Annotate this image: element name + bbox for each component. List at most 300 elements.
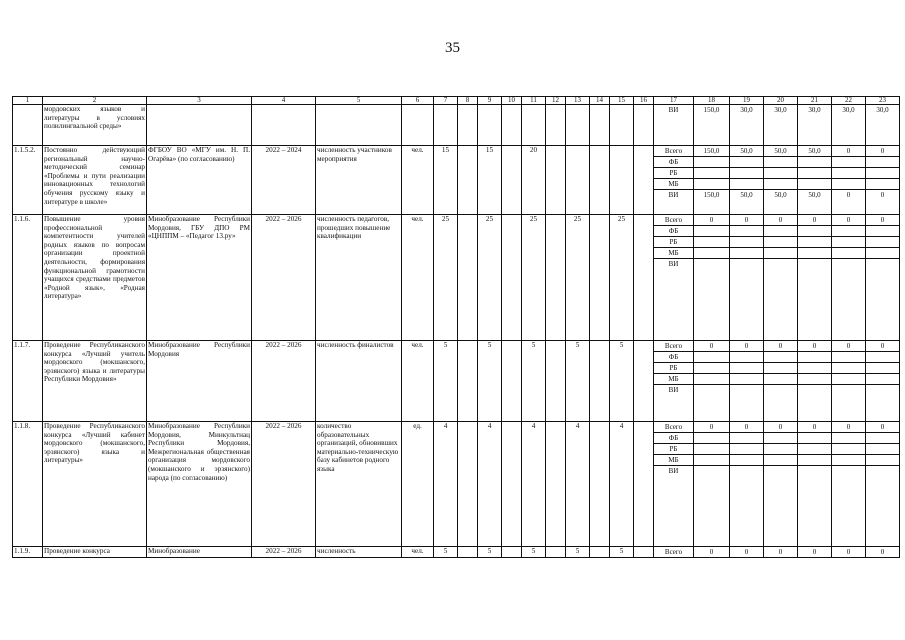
finance-value [866, 433, 899, 444]
row-name: Проведение конкурса [43, 547, 147, 558]
header-cell: 8 [458, 97, 478, 105]
target-value [634, 105, 654, 146]
target-value [610, 146, 634, 215]
row-period: 2022 – 2026 [252, 341, 316, 422]
finance-value [694, 226, 729, 237]
finance-values [730, 146, 764, 215]
row-indicator: численность финалистов [316, 341, 402, 422]
finance-value [832, 226, 865, 237]
target-value [546, 422, 566, 547]
row-id: 1.1.9. [13, 547, 43, 558]
row-unit: чел. [402, 547, 434, 558]
finance-value [764, 248, 797, 259]
finance-value [730, 455, 763, 466]
finance-values [694, 422, 730, 547]
table-row [13, 105, 900, 146]
target-value [566, 146, 590, 215]
header-cell: 4 [252, 97, 316, 105]
finance-value [764, 157, 797, 168]
finance-values [832, 105, 866, 146]
row-id: 1.1.8. [13, 422, 43, 547]
page-number: 35 [445, 40, 460, 56]
finance-value: 150,0 [703, 191, 720, 199]
row-executor: Минобразование Республики Мордовия [147, 341, 252, 422]
row-executor: Минобразование Республики Мордовия, Минкультнац Республики Мордовия, Межрегиональная общественная организация мордовского (мокшанского и эрзянского) народа (по согласованию) [147, 422, 252, 547]
finance-value [694, 179, 729, 190]
finance-value [832, 374, 865, 385]
finance-value [730, 259, 763, 269]
finance-value [764, 259, 797, 269]
finance-value [730, 237, 763, 248]
header-cell: 10 [502, 97, 522, 105]
target-value [610, 105, 634, 146]
finance-value: 0 [832, 341, 865, 352]
finance-value [798, 237, 831, 248]
finance-value [798, 466, 831, 476]
finance-values [730, 341, 764, 422]
target-value: 25 [566, 215, 590, 341]
finance-value [764, 444, 797, 455]
finance-values [730, 215, 764, 341]
finance-value [866, 168, 899, 179]
finance-value: 0 [764, 422, 797, 433]
target-value [478, 105, 502, 146]
target-value [590, 422, 610, 547]
header-cell: 12 [546, 97, 566, 105]
header-cell: 3 [147, 97, 252, 105]
finance-value [866, 455, 899, 466]
finance-value: 0 [846, 191, 851, 199]
finance-source-label: ФБ [654, 433, 693, 444]
row-name: Проведение Республиканского конкурса «Лучший кабинет мордовского (мокшанского, эрзянского) языка и литературы» [43, 422, 147, 547]
finance-value [832, 433, 865, 444]
header-cell: 9 [478, 97, 502, 105]
finance-value [730, 466, 763, 476]
finance-source-label: ВИ [668, 467, 679, 475]
finance-value [694, 259, 729, 269]
finance-values [730, 105, 764, 146]
finance-value [798, 157, 831, 168]
finance-value: 30,0 [842, 106, 855, 114]
finance-values [764, 341, 798, 422]
finance-source-label: РБ [654, 363, 693, 374]
finance-value: 0 [866, 215, 899, 226]
finance-value: 0 [798, 215, 831, 226]
finance-value: 0 [778, 548, 783, 556]
finance-value [694, 374, 729, 385]
finance-values [798, 146, 832, 215]
finance-sources [654, 547, 694, 558]
table-row [13, 341, 900, 422]
target-value [458, 215, 478, 341]
row-unit: чел. [402, 146, 434, 215]
target-value: 5 [478, 547, 502, 558]
header-cell: 19 [730, 97, 764, 105]
row-period: 2022 – 2026 [252, 422, 316, 547]
finance-value [764, 352, 797, 363]
header-cell: 18 [694, 97, 730, 105]
finance-source-label: ФБ [654, 157, 693, 168]
target-value: 25 [610, 215, 634, 341]
finance-source-label: ВИ [668, 260, 679, 268]
header-cell: 21 [798, 97, 832, 105]
finance-value [798, 363, 831, 374]
header-cell: 22 [832, 97, 866, 105]
finance-source-label: МБ [654, 455, 693, 466]
finance-values [832, 341, 866, 422]
finance-values [866, 422, 900, 547]
finance-values [832, 422, 866, 547]
finance-values [764, 146, 798, 215]
finance-sources [654, 215, 694, 341]
target-value: 4 [434, 422, 458, 547]
finance-value [832, 248, 865, 259]
target-value [634, 547, 654, 558]
finance-value [866, 363, 899, 374]
target-value [502, 215, 522, 341]
row-indicator: численность участников мероприятия [316, 146, 402, 215]
row-name: мордовских языков и литературы в условиях полилингвальной среды» [43, 105, 147, 146]
finance-value [866, 259, 899, 269]
finance-value: 0 [832, 422, 865, 433]
target-value [590, 105, 610, 146]
target-value [590, 547, 610, 558]
target-value [546, 215, 566, 341]
finance-value [764, 455, 797, 466]
finance-value [866, 179, 899, 190]
target-value [502, 146, 522, 215]
finance-value [694, 385, 729, 395]
target-value: 5 [522, 341, 546, 422]
row-executor: Минобразование Республики Мордовия, ГБУ ДПО РМ «ЦНППМ – «Педагог 13.ру» [147, 215, 252, 341]
finance-values [866, 547, 900, 558]
finance-value: 0 [730, 422, 763, 433]
row-id: 1.1.5.2. [13, 146, 43, 215]
target-value [458, 105, 478, 146]
finance-value [730, 352, 763, 363]
target-value [458, 146, 478, 215]
target-value: 4 [566, 422, 590, 547]
finance-value: 0 [866, 422, 899, 433]
finance-values [764, 105, 798, 146]
row-indicator: численность [316, 547, 402, 558]
finance-values [730, 422, 764, 547]
finance-source-label: РБ [654, 168, 693, 179]
finance-value [832, 385, 865, 395]
target-value [546, 105, 566, 146]
target-value [546, 341, 566, 422]
finance-value [866, 444, 899, 455]
finance-values [764, 215, 798, 341]
finance-value [694, 455, 729, 466]
finance-value [832, 455, 865, 466]
finance-source-label: МБ [654, 374, 693, 385]
target-value: 4 [610, 422, 634, 547]
finance-value: 50,0 [808, 191, 821, 199]
finance-value [832, 179, 865, 190]
finance-value: 0 [798, 341, 831, 352]
target-value [502, 547, 522, 558]
finance-value: 0 [694, 341, 729, 352]
finance-values [832, 146, 866, 215]
row-indicator: количество образовательных организаций, обновивших материально-техническую базу кабинетов родного языка [316, 422, 402, 547]
finance-value: 0 [832, 215, 865, 226]
row-name: Повышение уровня профессиональной компетентности учителей родных языков по вопросам организации проектной деятельности, формирования функциональной грамотности учащихся средствами предметов «Родной язык», «Родная литература» [43, 215, 147, 341]
finance-value [764, 237, 797, 248]
finance-value [694, 466, 729, 476]
finance-values [694, 146, 730, 215]
finance-values [694, 547, 730, 558]
target-value: 20 [522, 146, 546, 215]
finance-value [730, 444, 763, 455]
finance-value [798, 455, 831, 466]
target-value: 5 [434, 341, 458, 422]
header-cell: 20 [764, 97, 798, 105]
finance-value [866, 385, 899, 395]
target-value [590, 215, 610, 341]
target-value [458, 422, 478, 547]
table-row [13, 422, 900, 547]
finance-values [798, 341, 832, 422]
finance-value [730, 248, 763, 259]
finance-values [832, 547, 866, 558]
target-value [546, 547, 566, 558]
row-period: 2022 – 2024 [252, 146, 316, 215]
finance-source-label: МБ [654, 248, 693, 259]
finance-value [832, 352, 865, 363]
finance-value [764, 179, 797, 190]
finance-value: 150,0 [694, 146, 729, 157]
target-value: 5 [522, 547, 546, 558]
finance-values [798, 422, 832, 547]
finance-sources [654, 422, 694, 547]
target-value [634, 341, 654, 422]
finance-value [798, 226, 831, 237]
finance-value: 0 [730, 215, 763, 226]
finance-value: 0 [694, 422, 729, 433]
finance-source-label: ВИ [668, 386, 679, 394]
header-cell: 23 [866, 97, 900, 105]
finance-values [694, 215, 730, 341]
finance-value [866, 157, 899, 168]
finance-value [798, 374, 831, 385]
finance-source-label: ФБ [654, 352, 693, 363]
finance-value: 0 [880, 548, 885, 556]
finance-values [798, 105, 832, 146]
finance-value [866, 352, 899, 363]
finance-value: 0 [744, 548, 749, 556]
finance-value: 0 [764, 341, 797, 352]
row-period: 2022 – 2026 [252, 547, 316, 558]
target-value [634, 146, 654, 215]
finance-values [694, 105, 730, 146]
finance-value [832, 157, 865, 168]
target-value: 5 [610, 341, 634, 422]
finance-value [764, 385, 797, 395]
finance-value [730, 157, 763, 168]
finance-value [764, 466, 797, 476]
finance-value [764, 374, 797, 385]
header-row [13, 97, 900, 105]
finance-value [832, 444, 865, 455]
finance-source-label: ВИ [668, 191, 679, 199]
finance-sources [654, 341, 694, 422]
finance-value [798, 385, 831, 395]
finance-value [694, 363, 729, 374]
finance-source-label: Всего [654, 215, 693, 226]
row-unit [402, 105, 434, 146]
header-cell: 5 [316, 97, 402, 105]
header-cell: 17 [654, 97, 694, 105]
finance-values [694, 341, 730, 422]
finance-value: 50,0 [764, 146, 797, 157]
target-value: 4 [522, 422, 546, 547]
target-value: 25 [522, 215, 546, 341]
target-value [634, 422, 654, 547]
finance-value [730, 168, 763, 179]
finance-value: 0 [866, 341, 899, 352]
table-row [13, 146, 900, 215]
target-value [634, 215, 654, 341]
target-value: 5 [478, 341, 502, 422]
finance-value: 0 [730, 341, 763, 352]
row-name: Постоянно действующий региональный научно-методический семинар «Проблемы и пути реализации инновационных технологий обучения русскому языку и литературе в школе» [43, 146, 147, 215]
finance-value: 0 [880, 191, 885, 199]
finance-value [798, 248, 831, 259]
finance-source-label: РБ [654, 237, 693, 248]
finance-value [798, 179, 831, 190]
target-value [502, 105, 522, 146]
finance-values [832, 215, 866, 341]
finance-value [798, 433, 831, 444]
finance-value: 50,0 [798, 146, 831, 157]
finance-value [694, 352, 729, 363]
row-unit: чел. [402, 215, 434, 341]
header-cell: 16 [634, 97, 654, 105]
row-unit: ед. [402, 422, 434, 547]
finance-values [798, 215, 832, 341]
finance-value: 0 [812, 548, 817, 556]
finance-value: 30,0 [808, 106, 821, 114]
finance-value [866, 248, 899, 259]
finance-value [798, 352, 831, 363]
finance-value: 0 [866, 146, 899, 157]
finance-values [730, 547, 764, 558]
target-value: 5 [566, 341, 590, 422]
finance-value [730, 363, 763, 374]
finance-value [694, 433, 729, 444]
header-cell: 13 [566, 97, 590, 105]
finance-value: 50,0 [740, 191, 753, 199]
table-row [13, 215, 900, 341]
finance-value [798, 168, 831, 179]
finance-value: 0 [709, 548, 714, 556]
finance-value [730, 179, 763, 190]
finance-value [694, 168, 729, 179]
target-value [566, 105, 590, 146]
finance-value [866, 466, 899, 476]
finance-value [694, 237, 729, 248]
finance-value: 50,0 [730, 146, 763, 157]
finance-value [764, 363, 797, 374]
header-cell: 11 [522, 97, 546, 105]
finance-value [764, 168, 797, 179]
finance-value [694, 444, 729, 455]
finance-source-label: ФБ [654, 226, 693, 237]
finance-value: 0 [846, 548, 851, 556]
target-value [590, 146, 610, 215]
target-value: 5 [434, 547, 458, 558]
finance-value: 0 [832, 146, 865, 157]
finance-value [832, 259, 865, 269]
header-cell: 14 [590, 97, 610, 105]
finance-value [730, 433, 763, 444]
header-cell: 1 [13, 97, 43, 105]
target-value [458, 341, 478, 422]
target-value [546, 146, 566, 215]
row-name: Проведение Республиканского конкурса «Лучший учитель мордовского (мокшанского, эрзянского) языка и литературы Республики Мордовия» [43, 341, 147, 422]
finance-value [798, 444, 831, 455]
row-indicator [316, 105, 402, 146]
table-row [13, 547, 900, 558]
finance-source-label: Всего [654, 341, 693, 352]
finance-value: 0 [798, 422, 831, 433]
finance-values [764, 547, 798, 558]
finance-value [832, 237, 865, 248]
finance-value: 30,0 [876, 106, 889, 114]
finance-source-label: ВИ [668, 106, 679, 114]
finance-value: 50,0 [774, 191, 787, 199]
finance-values [866, 146, 900, 215]
row-period: 2022 – 2026 [252, 215, 316, 341]
target-value: 25 [478, 215, 502, 341]
finance-source-label: Всего [654, 146, 693, 157]
finance-value [798, 259, 831, 269]
header-cell: 6 [402, 97, 434, 105]
finance-value [866, 237, 899, 248]
header-cell: 2 [43, 97, 147, 105]
finance-value [730, 374, 763, 385]
target-value [458, 547, 478, 558]
finance-value [832, 363, 865, 374]
finance-sources [654, 105, 694, 146]
finance-source-label: Всего [654, 422, 693, 433]
header-cell: 15 [610, 97, 634, 105]
finance-values [866, 215, 900, 341]
finance-value [866, 374, 899, 385]
finance-values [798, 547, 832, 558]
target-value: 15 [434, 146, 458, 215]
finance-value: 30,0 [740, 106, 753, 114]
program-table [12, 96, 900, 558]
finance-value [832, 466, 865, 476]
finance-value: 30,0 [774, 106, 787, 114]
finance-value: 0 [764, 215, 797, 226]
target-value: 4 [478, 422, 502, 547]
target-value: 5 [566, 547, 590, 558]
target-value: 15 [478, 146, 502, 215]
target-value [502, 422, 522, 547]
finance-value [730, 226, 763, 237]
target-value [434, 105, 458, 146]
finance-values [866, 341, 900, 422]
finance-sources [654, 146, 694, 215]
target-value [590, 341, 610, 422]
header-cell: 7 [434, 97, 458, 105]
finance-value [764, 226, 797, 237]
row-period [252, 105, 316, 146]
finance-source-label: РБ [654, 444, 693, 455]
